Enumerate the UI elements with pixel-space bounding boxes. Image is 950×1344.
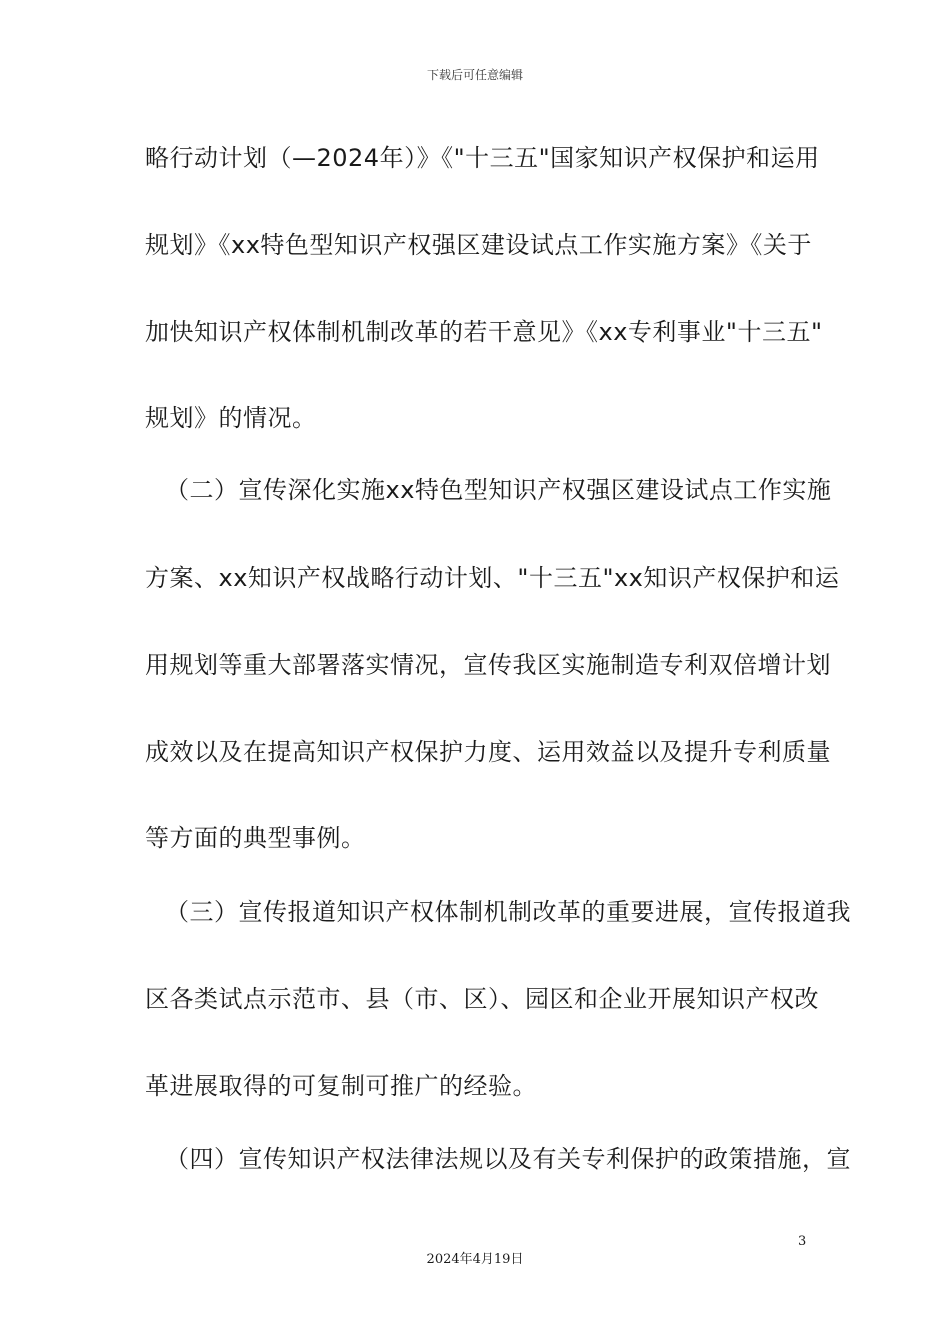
- page-number: 3: [798, 1234, 807, 1249]
- text-line: 成效以及在提高知识产权保护力度、运用效益以及提升专利质量: [145, 738, 831, 766]
- text-line: 略行动计划（—2024年）》《"十三五"国家知识产权保护和运用: [145, 144, 820, 172]
- page-header: 下载后可任意编辑: [426, 68, 523, 82]
- text-line: 等方面的典型事例。: [145, 824, 366, 852]
- text-line: （四）宣传知识产权法律法规以及有关专利保护的政策措施，宣: [165, 1145, 851, 1173]
- text-line: 方案、xx知识产权战略行动计划、"十三五"xx知识产权保护和运: [145, 564, 840, 592]
- text-line: 规划》《xx特色型知识产权强区建设试点工作实施方案》《关于: [145, 231, 812, 259]
- page-footer-date: 2024年4月19日: [426, 1252, 524, 1267]
- text-line: 规划》的情况。: [145, 404, 317, 432]
- text-line: （三）宣传报道知识产权体制机制改革的重要进展，宣传报道我: [165, 898, 851, 926]
- text-line: 用规划等重大部署落实情况，宣传我区实施制造专利双倍增计划: [145, 651, 831, 679]
- text-line: 区各类试点示范市、县（市、区）、园区和企业开展知识产权改: [145, 985, 819, 1013]
- text-line: 加快知识产权体制机制改革的若干意见》《xx专利事业"十三五": [145, 318, 823, 346]
- text-line: 革进展取得的可复制可推广的经验。: [145, 1072, 537, 1100]
- text-line: （二）宣传深化实施xx特色型知识产权强区建设试点工作实施: [165, 476, 832, 504]
